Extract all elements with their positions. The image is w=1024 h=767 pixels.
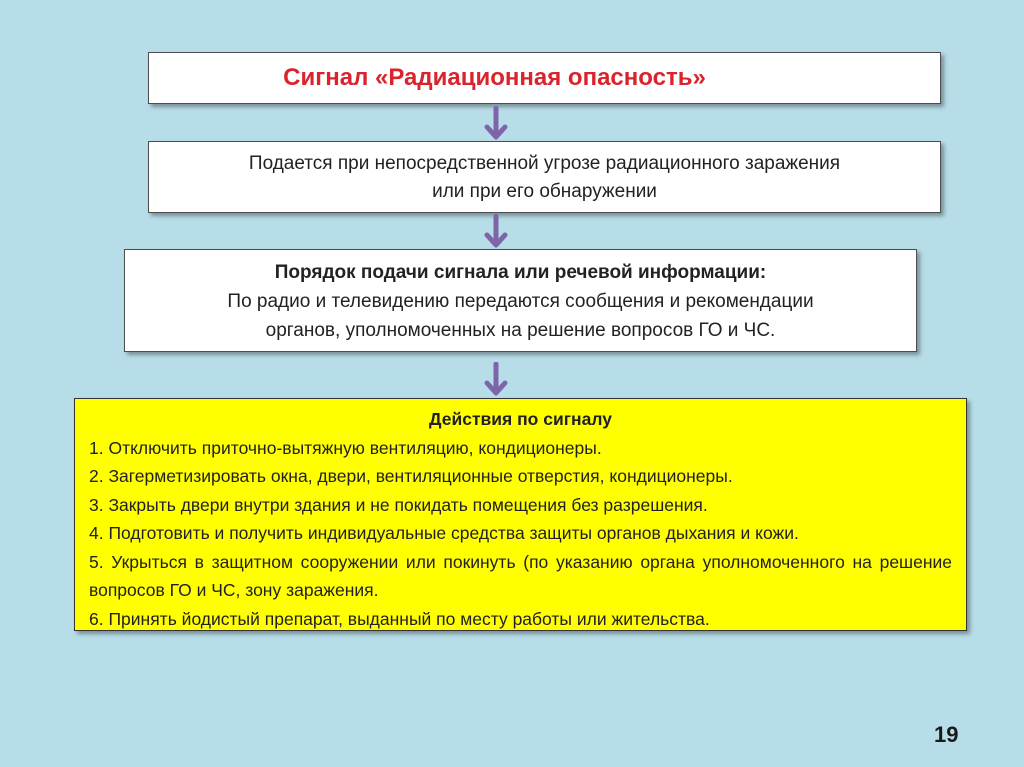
order-line: По радио и телевидению передаются сообщения и рекомендации: [227, 291, 814, 312]
condition-line: или при его обнаружении: [432, 181, 657, 202]
condition-line: Подается при непосредственной угрозе радиационного заражения: [248, 153, 841, 174]
signal-actions-box: [74, 398, 967, 631]
action-item: 6. Принять йодистый препарат, выданный по месту работы или жительства.: [89, 608, 710, 629]
signal-order-box: [124, 249, 917, 352]
arrow-down-icon: [484, 214, 508, 248]
action-item: 4. Подготовить и получить индивидуальные средства защиты органов дыхания и кожи.: [89, 523, 799, 543]
signal-title-box: [148, 52, 941, 104]
signal-title: Сигнал «Радиационная опасность»: [283, 64, 706, 91]
action-item: 2. Загерметизировать окна, двери, вентиляционные отверстия, кондиционеры.: [89, 466, 733, 486]
action-item: 1. Отключить приточно-вытяжную вентиляцию, кондиционеры.: [89, 437, 602, 458]
actions-heading: Действия по сигналу: [429, 409, 612, 429]
order-line: органов, уполномоченных на решение вопросов ГО и ЧС.: [265, 320, 776, 341]
order-heading: Порядок подачи сигнала или речевой информации:: [274, 262, 767, 283]
arrow-down-icon: [484, 362, 508, 396]
page-number: 19: [934, 722, 959, 747]
signal-condition-box: [148, 141, 941, 213]
arrow-down-icon: [484, 106, 508, 140]
action-item: 5. Укрыться в защитном сооружении или покинуть (по указанию органа уполномоченного на решение вопросов ГО и ЧС, зону заражения.: [89, 551, 952, 600]
action-item: 3. Закрыть двери внутри здания и не покидать помещения без разрешения.: [89, 494, 708, 515]
